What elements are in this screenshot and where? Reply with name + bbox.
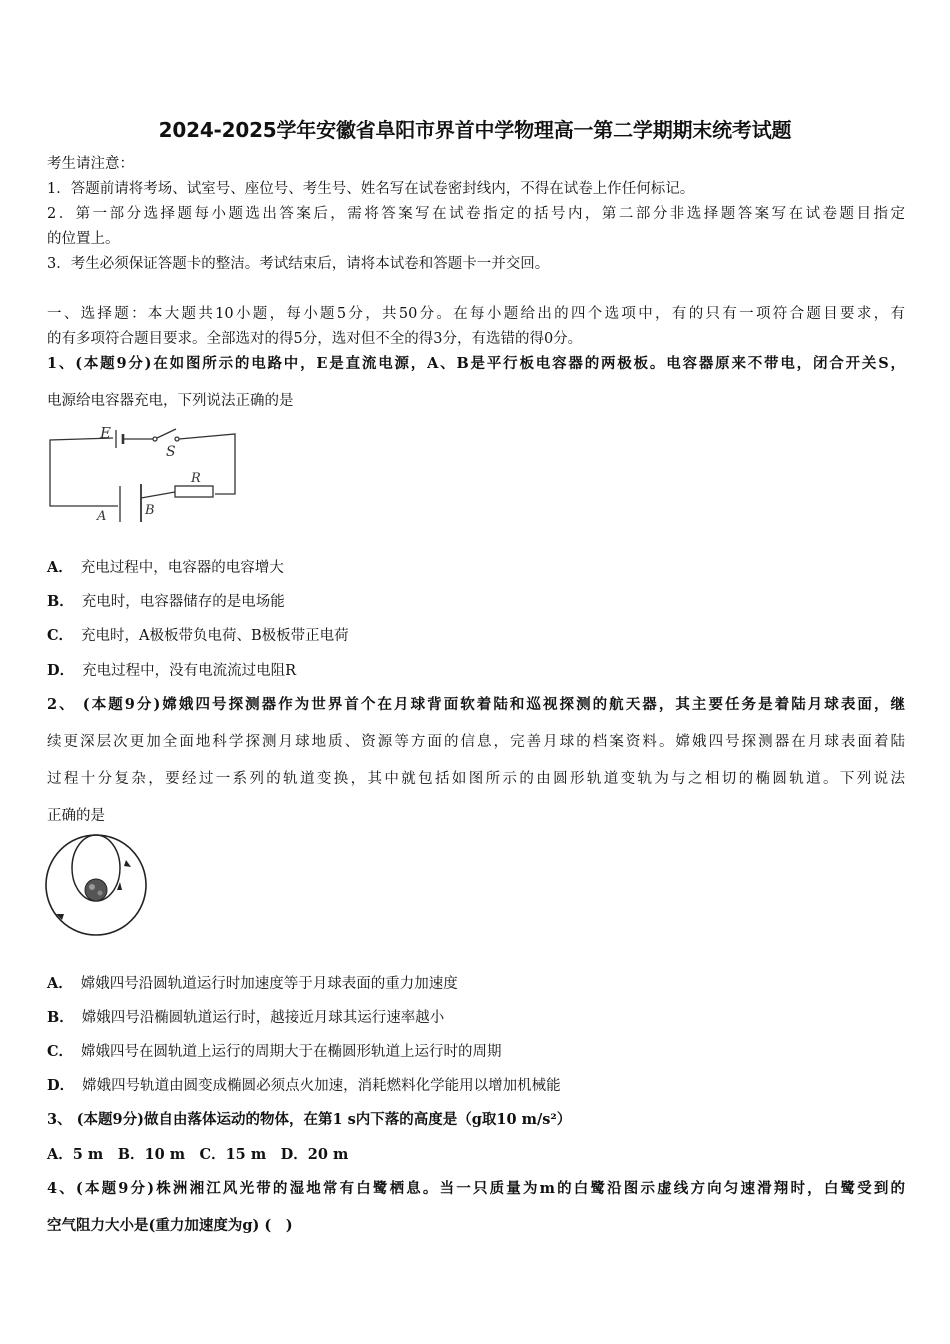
question-3-stem: 3、 (本题9分)做自由落体运动的物体，在第1 s内下落的高度是（g取10 m/s²） [47,1111,572,1128]
option-label: B． [47,593,74,610]
notice-item: 3．考生必须保证答题卡的整洁。考试结束后，请将本试卷和答题卡一并交回。 [47,256,550,272]
question-1-option-c [47,624,349,645]
question-2-option-c [47,1040,502,1061]
orbit-diagram [42,832,152,940]
question-4-stem: 空气阻力大小是(重力加速度为g) ( ) [47,1217,293,1234]
option-label: A． [47,559,73,576]
question-3-options: A．5 m B．10 m C．15 m D．20 m [47,1146,349,1163]
question-1-stem: 电源给电容器充电，下列说法正确的是 [47,393,294,409]
question-2-stem: 2、 (本题9分)嫦娥四号探测器作为世界首个在月球背面软着陆和巡视探测的航天器，其主要任务是着陆月球表面，继 [47,696,905,713]
question-4-stem: 4、(本题9分)株洲湘江风光带的湿地常有白鹭栖息。当一只质量为m的白鹭沿图示虚线方向匀速滑翔时，白鹭受到的 [47,1180,905,1197]
option-label: D． [47,1077,75,1094]
option-text: 嫦娥四号轨道由圆变成椭圆必须点火加速，消耗燃料化学能用以增加机械能 [82,1078,561,1094]
option-text: 嫦娥四号沿圆轨道运行时加速度等于月球表面的重力加速度 [80,976,458,992]
plate-b-label: B [145,503,155,518]
option-text: 充电过程中，电容器的电容增大 [80,560,284,576]
notice-item: 的位置上。 [47,231,120,247]
circuit-diagram [45,418,245,528]
question-1-option-b [47,590,285,611]
resistor-label: R [191,471,201,486]
question-1-option-a [47,556,284,577]
question-2-option-b [47,1006,444,1027]
option-text: 嫦娥四号沿椭圆轨道运行时，越接近月球其运行速率越小 [81,1010,445,1026]
question-2-stem: 正确的是 [47,808,105,824]
option-label: C． [47,627,74,644]
question-2-option-d [47,1074,561,1095]
switch-label: S [166,444,176,460]
option-text: 充电时，A极板带负电荷、B极板带正电荷 [81,628,349,644]
question-1-option-d [47,659,296,680]
question-2-stem: 过程十分复杂，要经过一系列的轨道变换，其中就包括如图所示的由圆形轨道变轨为与之相切的椭圆轨道。下列说法 [47,771,905,787]
option-label: B． [47,1009,74,1026]
notice-item: 1．答题前请将考场、试室号、座位号、考生号、姓名写在试卷密封线内，不得在试卷上作任何标记。 [47,181,695,197]
plate-a-label: A [97,509,107,524]
option-text: 充电时，电容器储存的是电场能 [81,594,285,610]
page-title: 2024-2025学年安徽省阜阳市界首中学物理高一第二学期期末统考试题 [158,118,792,142]
option-label: C． [47,1043,74,1060]
option-text: 充电过程中，没有电流流过电阻R [82,663,296,679]
question-2-stem: 续更深层次更加全面地科学探测月球地质、资源等方面的信息，完善月球的档案资料。嫦娥四号探测器在月球表面着陆 [47,734,905,750]
section-instructions: 一、选择题：本大题共10小题，每小题5分，共50分。在每小题给出的四个选项中，有的只有一项符合题目要求，有 [47,306,905,322]
section-instructions: 的有多项符合题目要求。全部选对的得5分，选对但不全的得3分，有选错的得0分。 [47,331,583,347]
question-2-option-a [47,972,458,993]
battery-label: E [100,424,111,442]
option-label: D． [47,662,75,679]
option-text: 嫦娥四号在圆轨道上运行的周期大于在椭圆形轨道上运行时的周期 [81,1044,502,1060]
notice-item: 2．第一部分选择题每小题选出答案后，需将答案写在试卷指定的括号内，第二部分非选择题答案写在试卷题目指定 [47,206,905,222]
question-1-stem: 1、(本题9分)在如图所示的电路中，E是直流电源，A、B是平行板电容器的两极板。电容器原来不带电，闭合开关S， [47,355,905,372]
option-label: A． [47,975,73,992]
notice-heading: 考生请注意： [47,156,134,172]
